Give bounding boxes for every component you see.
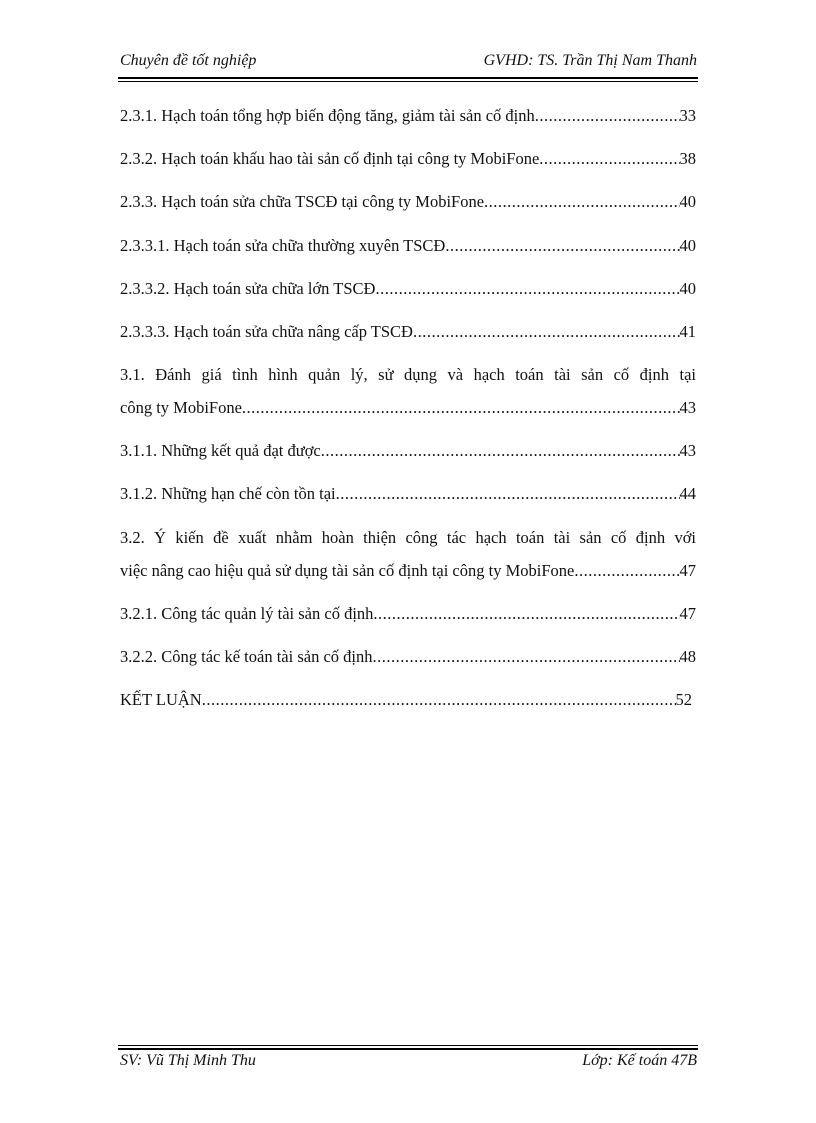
toc-title: 3.2.2. Công tác kế toán tài sản cố định — [120, 646, 373, 666]
toc-page: 47 — [679, 603, 696, 623]
toc-title-line1: 3.1. Đánh giá tình hình quản lý, sử dụng và hạch toán tài sản cố định tại — [120, 365, 696, 385]
toc-entry[interactable] — [120, 234, 696, 277]
toc-leader — [336, 482, 680, 506]
toc-leader — [375, 277, 679, 301]
header-rule-thin — [118, 81, 698, 82]
header-left-text: Chuyên đề tốt nghiệp — [120, 52, 257, 69]
toc-title: KẾT LUẬN — [120, 689, 202, 709]
toc-leader — [413, 320, 680, 344]
toc-entry[interactable] — [120, 104, 696, 147]
toc-page: 52 — [675, 689, 692, 709]
toc-title: 3.1.1. Những kết quả đạt được — [120, 441, 321, 461]
page-footer — [120, 1052, 697, 1070]
toc-title: 2.3.3.3. Hạch toán sửa chữa nâng cấp TSCĐ — [120, 321, 413, 341]
toc-leader — [373, 602, 679, 626]
toc-leader — [539, 147, 679, 171]
toc-page: 44 — [679, 484, 696, 504]
toc-leader — [484, 190, 679, 214]
toc-entry[interactable] — [120, 277, 696, 320]
toc-leader — [202, 688, 676, 712]
toc-entry[interactable] — [120, 602, 696, 645]
toc-entry[interactable] — [120, 688, 692, 731]
toc-entry[interactable] — [120, 147, 696, 190]
toc-leader — [373, 645, 680, 669]
footer-right-text: Lớp: Kế toán 47B — [582, 1052, 697, 1069]
toc-title: 2.3.2. Hạch toán khấu hao tài sản cố định tại công ty MobiFone — [120, 149, 540, 169]
table-of-contents — [120, 104, 696, 731]
toc-entry[interactable] — [120, 526, 696, 583]
footer-left-text: SV: Vũ Thị Minh Thu — [120, 1052, 256, 1069]
toc-leader — [242, 396, 680, 420]
toc-page: 41 — [679, 321, 696, 341]
footer-rule-thin — [118, 1045, 698, 1046]
toc-title-line2: việc nâng cao hiệu quả sử dụng tài sản cố định tại công ty MobiFone — [120, 560, 575, 580]
toc-entry[interactable] — [120, 320, 696, 363]
toc-leader — [574, 559, 679, 583]
page-header — [120, 52, 697, 70]
toc-title-line2: công ty MobiFone — [120, 398, 242, 418]
toc-page: 40 — [679, 278, 696, 298]
toc-page: 43 — [679, 441, 696, 461]
toc-entry[interactable] — [120, 645, 696, 688]
toc-entry[interactable] — [120, 363, 696, 420]
toc-title: 2.3.3.2. Hạch toán sửa chữa lớn TSCĐ — [120, 278, 376, 298]
footer-rule — [118, 1048, 698, 1050]
toc-title: 3.2.1. Công tác quản lý tài sản cố định — [120, 603, 374, 623]
toc-page: 48 — [679, 646, 696, 666]
toc-page: 33 — [679, 106, 696, 125]
header-right-text: GVHD: TS. Trần Thị Nam Thanh — [483, 52, 697, 69]
toc-page: 43 — [679, 398, 696, 418]
toc-page: 40 — [679, 192, 696, 212]
toc-title: 3.1.2. Những hạn chế còn tồn tại — [120, 484, 336, 504]
toc-title: 2.3.1. Hạch toán tổng hợp biến động tăng, giảm tài sản cố định — [120, 106, 535, 125]
toc-title: 2.3.3. Hạch toán sửa chữa TSCĐ tại công ty MobiFone — [120, 192, 485, 212]
toc-entry[interactable] — [120, 482, 696, 525]
toc-leader — [535, 104, 680, 128]
toc-leader — [321, 439, 680, 463]
toc-page: 38 — [679, 149, 696, 169]
toc-entry[interactable] — [120, 190, 696, 233]
toc-page: 40 — [679, 235, 696, 255]
header-rule — [118, 77, 698, 79]
toc-page: 47 — [679, 560, 696, 580]
toc-title: 2.3.3.1. Hạch toán sửa chữa thường xuyên TSCĐ — [120, 235, 446, 255]
toc-entry[interactable] — [120, 439, 696, 482]
toc-leader — [445, 234, 679, 258]
toc-title-line1: 3.2. Ý kiến đề xuất nhằm hoàn thiện công tác hạch toán tài sản cố định với — [120, 527, 696, 547]
